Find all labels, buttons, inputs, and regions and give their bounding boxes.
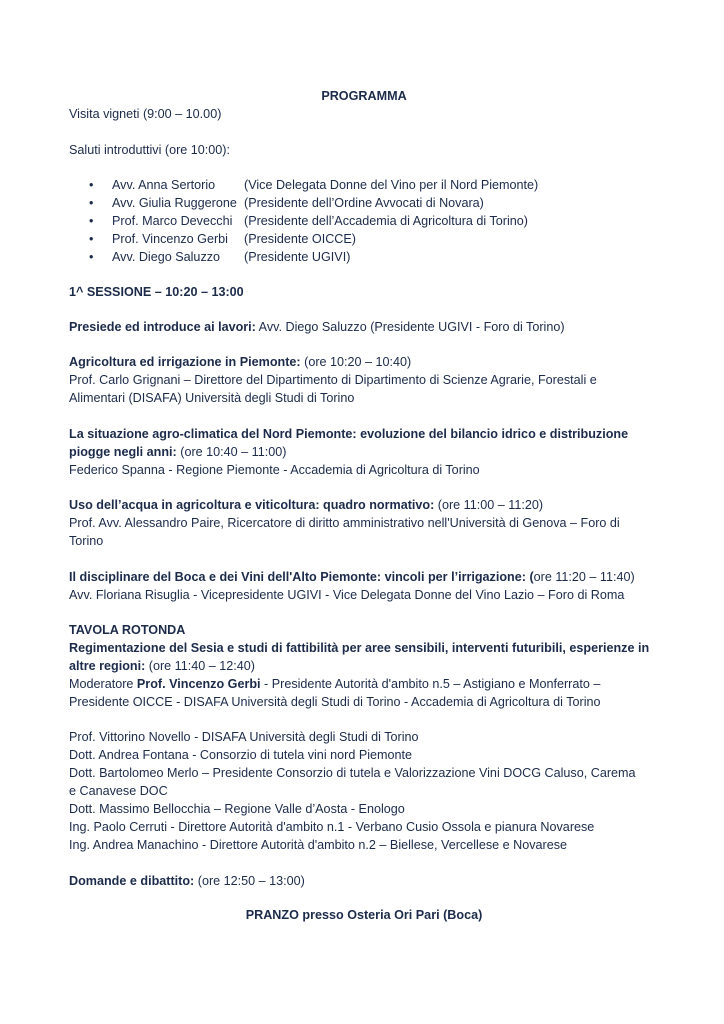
talk-time: (ore 10:20 – 10:40)	[300, 355, 412, 369]
moderator-line-cont: Presidente OICCE - DISAFA Università degli Studi di Torino - Accademia di Agricoltura di Torino	[69, 695, 601, 709]
bullet-icon: •	[89, 196, 94, 210]
tavola-title-cont	[69, 657, 255, 675]
speaker-role: (Presidente OICCE)	[244, 232, 356, 246]
list-item: Dott. Massimo Bellocchia – Regione Valle d’Aosta - Enologo	[69, 802, 405, 816]
talk3-speaker-cont: Torino	[69, 534, 104, 548]
talk2-speaker: Federico Spanna - Regione Piemonte - Accademia di Agricoltura di Torino	[69, 463, 480, 477]
saluti-line: Saluti introduttivi (ore 10:00):	[69, 143, 231, 157]
speaker-role: (Vice Delegata Donne del Vino per il Nord Piemonte)	[244, 178, 539, 192]
talk-time: ore 11:20 – 11:40)	[533, 570, 635, 584]
presiede-line	[69, 318, 565, 336]
presiede-text: Avv. Diego Saluzzo (Presidente UGIVI - Foro di Torino)	[255, 320, 565, 334]
talk1-title	[69, 353, 411, 371]
speaker-name: Prof. Vincenzo Gerbi	[112, 232, 228, 246]
list-item: Dott. Bartolomeo Merlo – Presidente Consorzio di tutela e Valorizzazione Vini DOCG Caluso, Carema	[69, 766, 636, 780]
tavola-heading: TAVOLA ROTONDA	[69, 623, 186, 637]
bullet-icon: •	[89, 214, 94, 228]
pranzo-line: PRANZO presso Osteria Ori Pari (Boca)	[245, 908, 483, 922]
talk-title: altre regioni:	[69, 659, 146, 673]
bullet-icon: •	[89, 250, 94, 264]
moderator-prefix: Moderatore	[69, 677, 137, 691]
list-item: Dott. Andrea Fontana - Consorzio di tutela vini nord Piemonte	[69, 748, 413, 762]
talk2-title-cont	[69, 443, 286, 461]
talk1-speaker: Prof. Carlo Grignani – Direttore del Dipartimento di Dipartimento di Scienze Agrarie, Forestali e	[69, 373, 597, 387]
domande-time: (ore 12:50 – 13:00)	[194, 874, 305, 888]
speaker-role: (Presidente UGIVI)	[244, 250, 351, 264]
visita-line: Visita vigneti (9:00 – 10.00)	[69, 107, 222, 121]
talk4-speaker: Avv. Floriana Risuglia - Vicepresidente UGIVI - Vice Delegata Donne del Vino Lazio – Foro di Roma	[69, 588, 625, 602]
list-item: Prof. Vittorino Novello - DISAFA Università degli Studi di Torino	[69, 730, 419, 744]
talk-time: (ore 10:40 – 11:00)	[176, 445, 287, 459]
speaker-name: Avv. Anna Sertorio	[112, 178, 216, 192]
list-item: Ing. Andrea Manachino - Direttore Autorità d'ambito n.2 – Biellese, Vercellese e Novarese	[69, 838, 568, 852]
domande-line	[69, 872, 305, 890]
tavola-title: Regimentazione del Sesia e studi di fattibilità per aree sensibili, interventi futuribili, esperienze in	[69, 641, 650, 655]
talk-title: Uso dell’acqua in agricoltura e viticoltura: quadro normativo:	[69, 498, 435, 512]
moderator-name: Prof. Vincenzo Gerbi	[136, 677, 261, 691]
session-heading: 1^ SESSIONE – 10:20 – 13:00	[69, 285, 244, 299]
speaker-name: Prof. Marco Devecchi	[112, 214, 233, 228]
talk4-title	[69, 568, 635, 586]
talk1-speaker-cont: Alimentari (DISAFA) Università degli Studi di Torino	[69, 391, 355, 405]
moderator-role: - Presidente Autorità d'ambito n.5 – Astigiano e Monferrato –	[260, 677, 601, 691]
speaker-role: (Presidente dell’Accademia di Agricoltura di Torino)	[244, 214, 528, 228]
talk-title: Agricoltura ed irrigazione in Piemonte:	[69, 355, 301, 369]
speaker-role: (Presidente dell’Ordine Avvocati di Novara)	[244, 196, 484, 210]
bullet-icon: •	[89, 178, 94, 192]
talk-time: (ore 11:00 – 11:20)	[434, 498, 544, 512]
moderator-line	[69, 675, 600, 693]
presiede-label: Presiede ed introduce ai lavori:	[69, 320, 256, 334]
bullet-icon: •	[89, 232, 94, 246]
talk-time: (ore 11:40 – 12:40)	[145, 659, 255, 673]
speaker-name: Avv. Giulia Ruggerone	[112, 196, 237, 210]
list-item: e Canavese DOC	[69, 784, 168, 798]
talk-title: piogge negli anni:	[69, 445, 177, 459]
domande-label: Domande e dibattito:	[69, 874, 195, 888]
speaker-name: Avv. Diego Saluzzo	[112, 250, 221, 264]
talk-title: Il disciplinare del Boca e dei Vini dell'Alto Piemonte: vincoli per l’irrigazione: (	[69, 570, 534, 584]
talk3-title	[69, 496, 543, 514]
page-title: PROGRAMMA	[321, 89, 407, 103]
talk3-speaker: Prof. Avv. Alessandro Paire, Ricercatore di diritto amministrativo nell'Università di Genova – Foro di	[69, 516, 620, 530]
talk2-title: La situazione agro-climatica del Nord Piemonte: evoluzione del bilancio idrico e distribuzione	[69, 427, 629, 441]
list-item: Ing. Paolo Cerruti - Direttore Autorità d'ambito n.1 - Verbano Cusio Ossola e pianura Novarese	[69, 820, 595, 834]
